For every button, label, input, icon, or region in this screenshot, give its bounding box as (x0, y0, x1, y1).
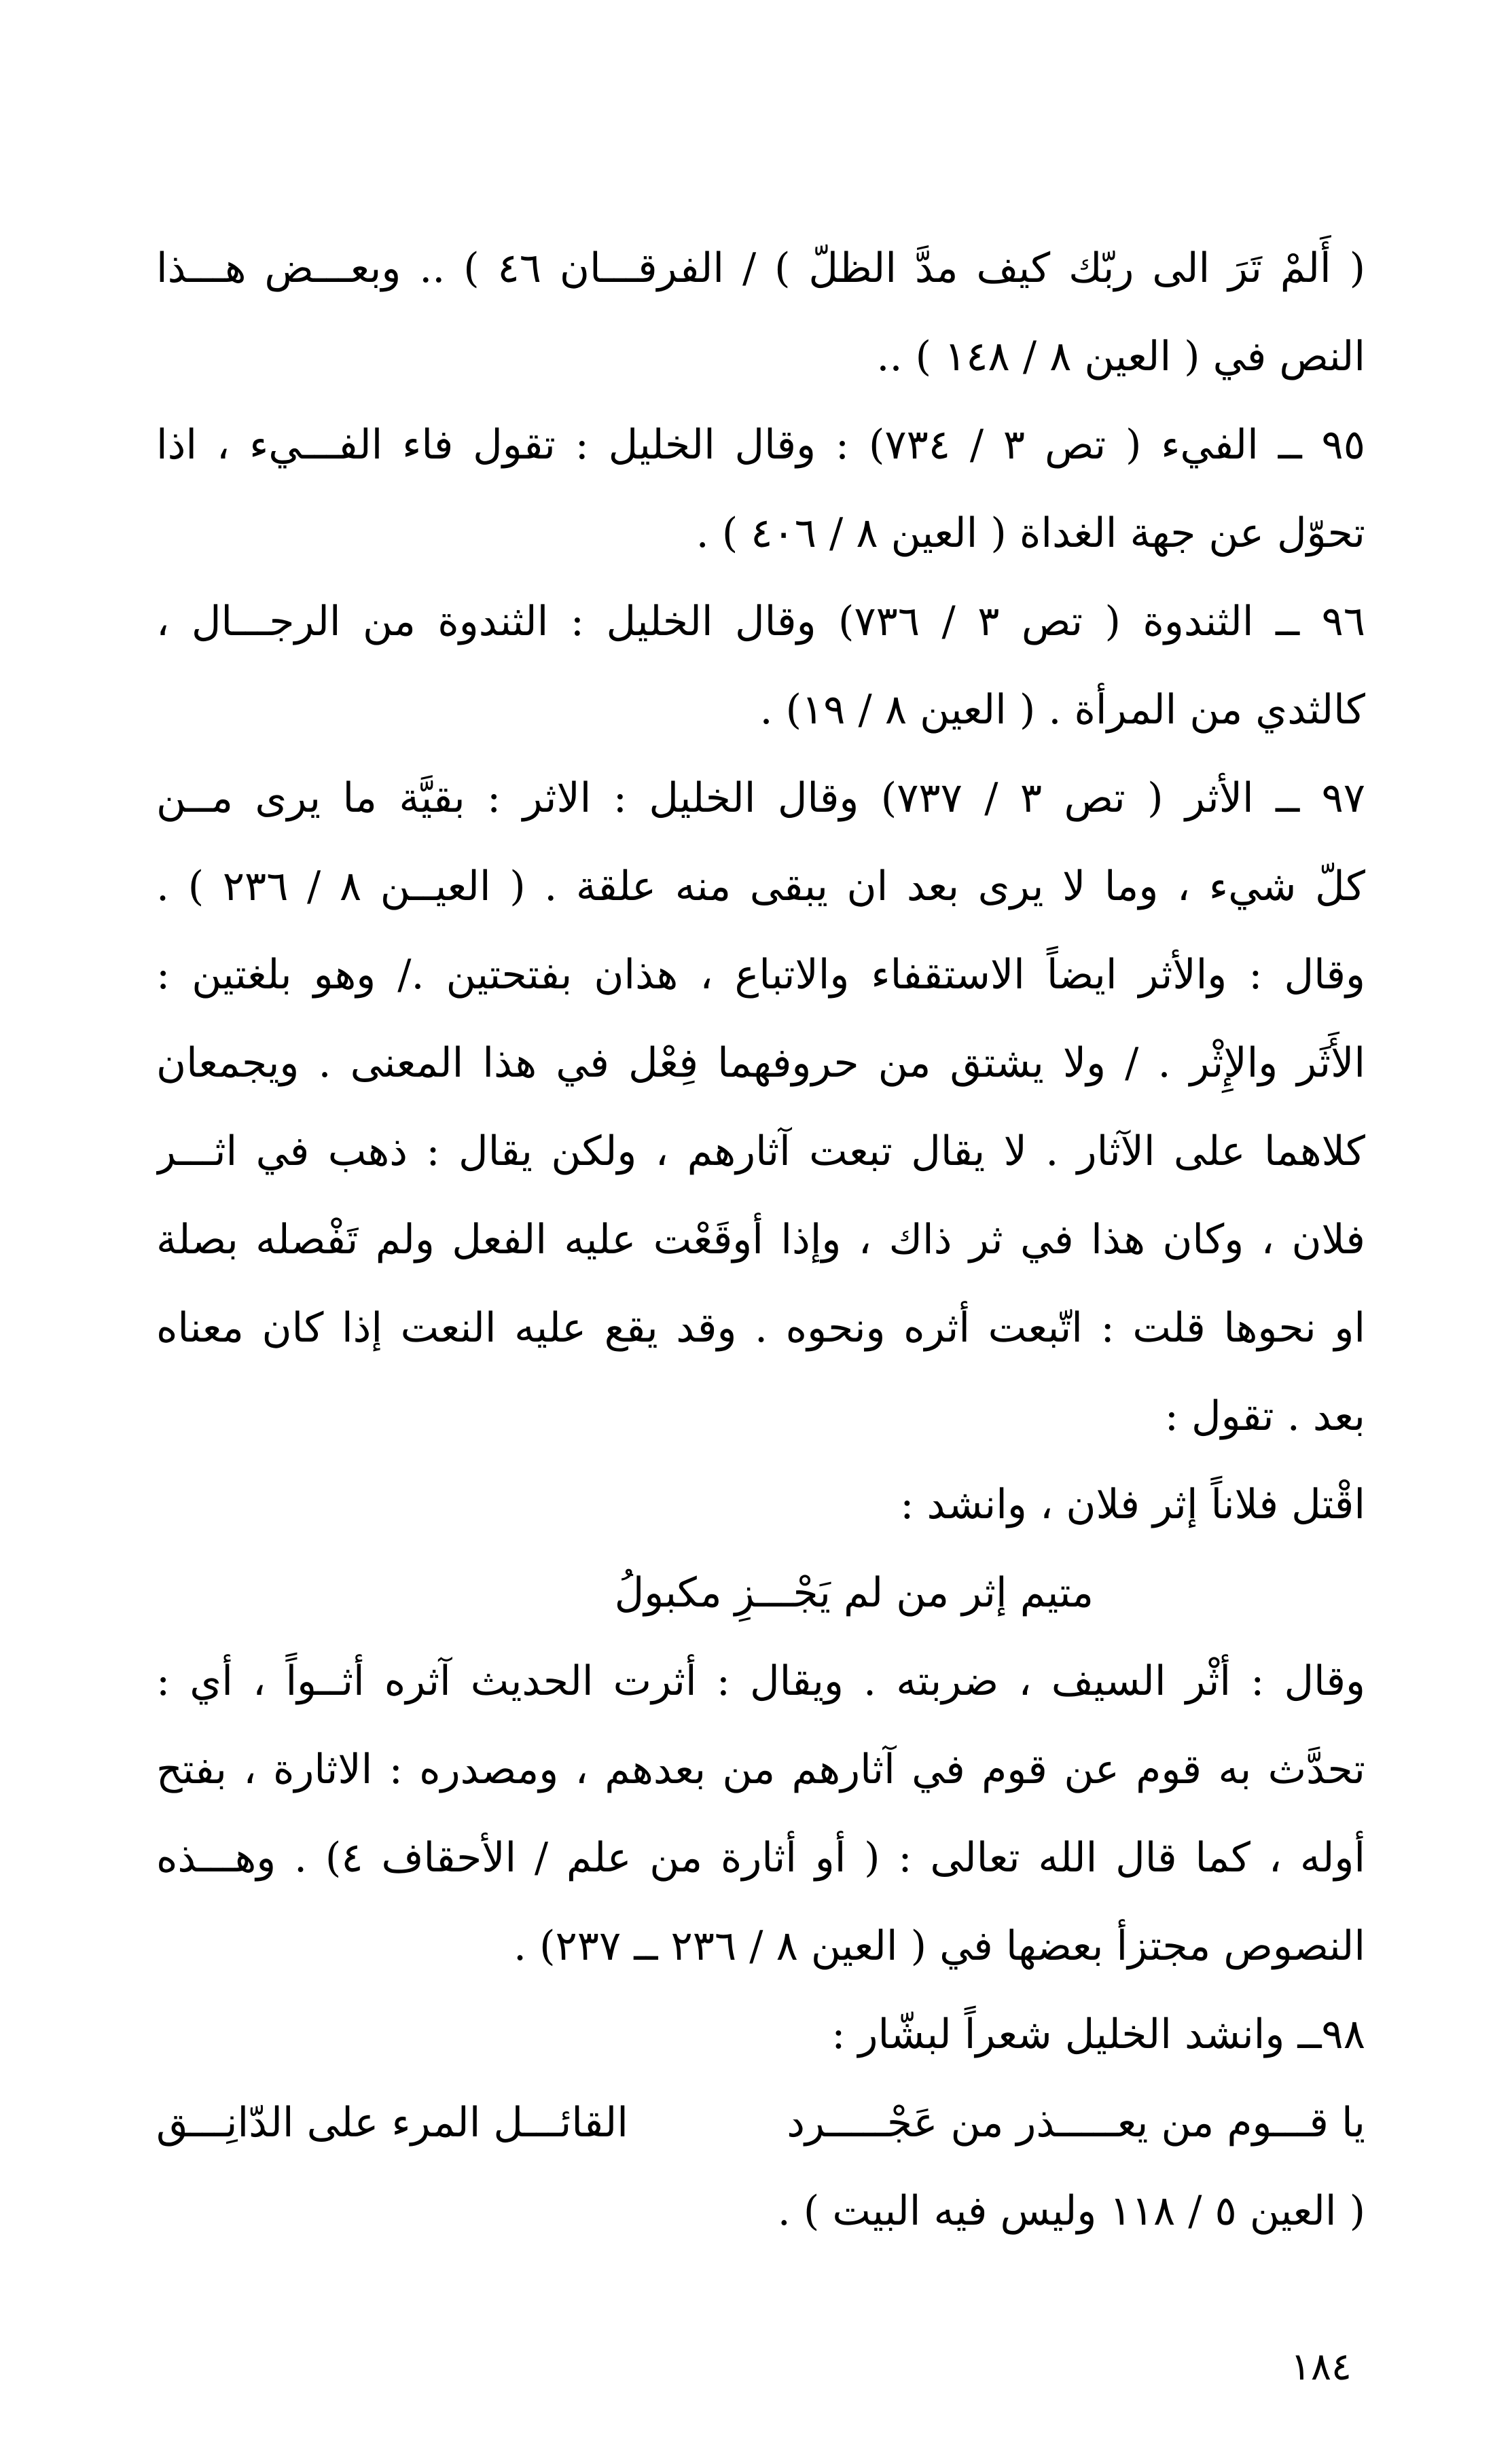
hemistich-second: القائـــل المرء على الدّانِـــق (156, 2099, 628, 2147)
page-number: ١٨٤ (1290, 2345, 1352, 2389)
text-line: الأَثَر والإِثْر . / ولا يشتق من حروفهما فِعْل في هذا المعنى . ويجمعان (156, 1039, 1365, 1087)
text-line: أوله ، كما قال الله تعالى : ( أو أثارة من علم / الأحقاف ٤) . وهـــذه (156, 1834, 1365, 1882)
text-line: او نحوها قلت : اتّبعت أثره ونحوه . وقد يقع عليه النعت إذا كان معناه (156, 1304, 1365, 1352)
text-line: كلاهما على الآثار . لا يقال تبعت آثارهم ، ولكن يقال : ذهب في اثـــر (156, 1128, 1365, 1175)
text-line: وقال : والأثر ايضاً الاستقفاء والاتباع ، هذان بفتحتين ./ وهو بلغتين : (156, 951, 1365, 999)
text-line: ٩٦ ــ الثندوة ( تص ٣ / ٧٣٦) وقال الخليل : الثندوة من الرجـــال ، (156, 598, 1365, 645)
text-line: بعد . تقول : (1164, 1393, 1365, 1440)
text-line: كالثدي من المرأة . ( العين ٨ / ١٩) . (759, 686, 1365, 734)
text-line: ٩٧ ــ الأثر ( تص ٣ / ٧٣٧) وقال الخليل : الاثر : بقيَّة ما يرى مــن (156, 774, 1365, 822)
text-line: كلّ شيء ، وما لا يرى بعد ان يبقى منه علقة . ( العيــن ٨ / ٢٣٦ ) . (156, 863, 1365, 910)
text-line: تحدَّث به قوم عن قوم في آثارهم من بعدهم ، ومصدره : الاثارة ، بفتح (156, 1746, 1365, 1793)
hemistich-first: يا قـــوم من يعـــــذر من عَجْـــــرد (787, 2099, 1365, 2147)
text-line: فلان ، وكان هذا في ثر ذاك ، وإذا أوقَعْت عليه الفعل ولم تَفْصله بصلة (156, 1216, 1365, 1263)
text-line: النصوص مجتزأ بعضها في ( العين ٨ / ٢٣٦ ــ ٢٣٧) . (513, 1922, 1365, 1970)
text-line: اقْتل فلاناً إثر فلان ، وانشد : (900, 1481, 1365, 1528)
text-line: وقال : أثْر السيف ، ضربته . ويقال : أثرت الحديث آثره أثــواً ، أي : (156, 1657, 1365, 1705)
citation-line: ( العين ٥ / ١١٨ وليس فيه البيت ) . (777, 2187, 1365, 2235)
text-line: ( أَلمْ تَرَ الى ربّك كيف مدَّ الظلّ ) / الفرقـــان ٤٦ ) .. وبعـــض هـــذا (156, 245, 1365, 292)
verse-line: متيم إثر من لم يَجْـــزِ مكبولُ (614, 1569, 1094, 1617)
text-line: النص في ( العين ٨ / ١٤٨ ) .. (876, 333, 1365, 380)
text-line: ٩٥ ــ الفيء ( تص ٣ / ٧٣٤) : وقال الخليل : تقول فاء الفـــيء ، اذا (156, 421, 1365, 469)
text-line: ٩٨ــ وانشد الخليل شعراً لبشّار : (831, 2011, 1365, 2058)
poetry-bayt (156, 2079, 1365, 2167)
text-line: تحوّل عن جهة الغداة ( العين ٨ / ٤٠٦ ) . (696, 509, 1365, 557)
page-text (156, 224, 1365, 2255)
